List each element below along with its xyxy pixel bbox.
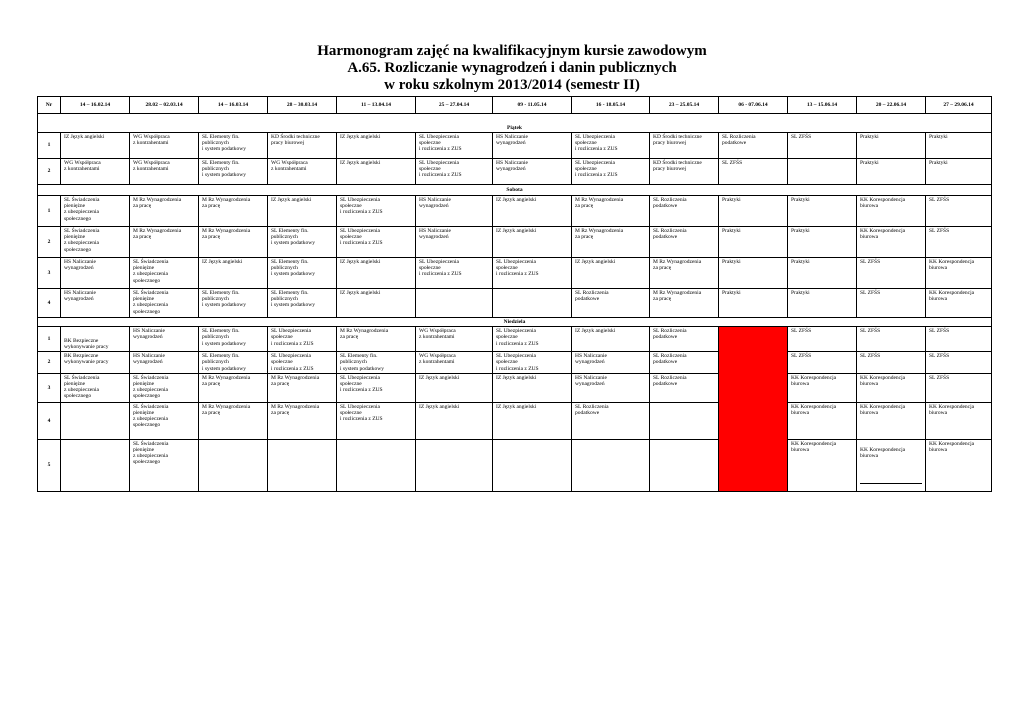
table-cell: M Rz Wynagrodzenia za pracę [130,227,199,258]
table-cell: M Rz Wynagrodzenia za pracę [572,196,650,227]
header-cell: 06 - 07.06.14 [719,97,788,114]
table-cell-with-rule [857,439,926,491]
table-cell: SL Ubezpieczenia społeczne i rozliczenia z ZUS [416,133,493,159]
day-row-friday [38,114,992,133]
table-cell: KD Środki techniczne pracy biurowej [650,159,719,185]
table-row [38,227,992,258]
day-row-saturday [38,185,992,196]
table-row [38,439,992,491]
table-cell: KK Korespondencja biurowa [788,402,857,439]
header-cell: 23 – 25.05.14 [650,97,719,114]
table-cell [416,439,493,491]
table-cell: SL ZFŚS [719,159,788,185]
table-cell [416,289,493,318]
table-cell: SL Ubezpieczenia społeczne i rozliczenia z ZUS [493,327,572,352]
table-cell: HS Naliczanie wynagrodzeń [493,159,572,185]
table-cell: KD Środki techniczne pracy biurowej [650,133,719,159]
table-cell: SL Rozliczenia podatkowe [650,196,719,227]
table-cell: IZ Język angielski [572,258,650,289]
table-row [38,352,992,374]
table-cell: KK Korespondencja biurowa [788,373,857,402]
table-cell: SL ZFŚS [926,327,992,352]
table-cell [650,439,719,491]
row-number: 3 [38,373,61,402]
table-row [38,402,992,439]
table-cell: WG Współpraca z kontrahentami [130,159,199,185]
table-cell: SL Rozliczenia podatkowe [572,402,650,439]
table-cell: Praktyki [788,227,857,258]
cell-divider [860,483,922,484]
table-cell: M Rz Wynagrodzenia za pracę [130,196,199,227]
table-cell: SL Rozliczenia podatkowe [650,227,719,258]
table-cell: SL Ubezpieczenia społeczne i rozliczenia z ZUS [572,133,650,159]
day-row-sunday [38,318,992,327]
table-cell: HS Naliczanie wynagrodzeń [493,133,572,159]
header-cell: 28 – 30.03.14 [268,97,337,114]
table-cell: IZ Język angielski [493,373,572,402]
table-cell: IZ Język angielski [493,402,572,439]
table-cell: Praktyki [719,289,788,318]
table-cell: SL Ubezpieczenia społeczne i rozliczenia z ZUS [416,159,493,185]
table-cell: IZ Język angielski [337,159,416,185]
table-cell: HS Naliczanie wynagrodzeń [572,373,650,402]
table-cell: Praktyki [788,258,857,289]
table-cell: SL Elementy fin. publicznych i system podatkowy [199,159,268,185]
table-cell: IZ Język angielski [493,196,572,227]
table-cell: WG Współpraca z kontrahentami [416,352,493,374]
table-cell: KK Korespondencja biurowa [857,373,926,402]
table-cell: IZ Język angielski [268,196,337,227]
table-cell: M Rz Wynagrodzenia za pracę [650,289,719,318]
table-cell: KK Korespondencja biurowa [857,227,926,258]
table-cell: SL ZFŚS [926,352,992,374]
table-cell: SL ZFŚS [788,352,857,374]
table-cell: Praktyki [719,196,788,227]
table-cell: SL Świadczenia pieniężne z ubezpieczenia społecznego [130,373,199,402]
table-cell: IZ Język angielski [337,133,416,159]
table-cell: SL Rozliczenia podatkowe [572,289,650,318]
header-cell: 25 – 27.04.14 [416,97,493,114]
table-cell: HS Naliczanie wynagrodzeń [572,352,650,374]
day-label-saturday: Sobota [38,185,992,196]
table-cell: IZ Język angielski [337,289,416,318]
table-cell: BK Bezpieczne wykonywanie pracy [61,352,130,374]
table-cell: SL Ubezpieczenia społeczne i rozliczenia z ZUS [268,327,337,352]
table-cell: SL Rozliczenia podatkowe [650,327,719,352]
table-cell: SL Rozliczenia podatkowe [650,352,719,374]
row-number: 4 [38,289,61,318]
header-cell: 09 - 11.05.14 [493,97,572,114]
table-cell: SL Świadczenia pieniężne z ubezpieczenia społecznego [130,289,199,318]
table-cell: SL Świadczenia pieniężne z ubezpieczenia społecznego [130,402,199,439]
header-cell: 11 – 13.04.14 [337,97,416,114]
table-cell: IZ Język angielski [199,258,268,289]
table-cell: Praktyki [719,227,788,258]
table-cell: SL Rozliczenia podatkowe [719,133,788,159]
table-cell [61,439,130,491]
table-cell: SL ZFŚS [857,289,926,318]
day-label-sunday: Niedziela [38,318,992,327]
highlighted-cell [719,327,788,492]
table-cell: M Rz Wynagrodzenia za pracę [268,402,337,439]
table-cell: M Rz Wynagrodzenia za pracę [268,373,337,402]
table-cell: SL Elementy fin. publicznych i system podatkowy [199,352,268,374]
table-cell [337,439,416,491]
page-subtitle-year: w roku szkolnym 2013/2014 (semestr II) [384,77,640,93]
header-cell: 28.02 – 02.03.14 [130,97,199,114]
table-cell: IZ Język angielski [61,133,130,159]
table-cell: BK Bezpieczne wykonywanie pracy [61,327,130,352]
header-cell: 20 – 22.06.14 [857,97,926,114]
table-cell: SL Ubezpieczenia społeczne i rozliczenia z ZUS [493,352,572,374]
table-cell: SL Ubezpieczenia społeczne i rozliczenia z ZUS [268,352,337,374]
header-cell: 13 – 15.06.14 [788,97,857,114]
table-row [38,373,992,402]
table-cell: KK Korespondencja biurowa [926,258,992,289]
table-cell: IZ Język angielski [572,327,650,352]
table-cell: KK Korespondencja biurowa [926,289,992,318]
page-title: Harmonogram zajęć na kwalifikacyjnym kursie zawodowym [317,43,707,59]
table-cell: SL ZFŚS [788,327,857,352]
header-row [38,97,992,114]
table-row [38,258,992,289]
table-cell: WG Współpraca z kontrahentami [61,159,130,185]
table-cell: M Rz Wynagrodzenia za pracę [650,258,719,289]
table-cell: SL Ubezpieczenia społeczne i rozliczenia z ZUS [493,258,572,289]
table-cell [572,439,650,491]
table-cell: HS Naliczanie wynagrodzeń [130,352,199,374]
table-cell [493,289,572,318]
table-cell: SL ZFŚS [788,133,857,159]
table-cell: Praktyki [857,159,926,185]
table-cell: M Rz Wynagrodzenia za pracę [199,402,268,439]
table-cell: KK Korespondencja biurowa [788,439,857,491]
day-label-friday: Piątek [38,114,992,133]
table-cell: KK Korespondencja biurowa [926,439,992,491]
table-cell: HS Naliczanie wynagrodzeń [416,196,493,227]
table-cell: M Rz Wynagrodzenia za pracę [199,227,268,258]
row-number: 2 [38,227,61,258]
row-number: 1 [38,327,61,352]
table-cell: KK Korespondencja biurowa [857,196,926,227]
table-cell: SL Elementy fin. publicznych i system podatkowy [199,289,268,318]
table-cell: SL Ubezpieczenia społeczne i rozliczenia z ZUS [337,227,416,258]
cell-text: KK Korespondencja biurowa [860,447,906,460]
table-cell: Praktyki [926,159,992,185]
header-cell: 16 - 18.05.14 [572,97,650,114]
table-cell: Praktyki [788,289,857,318]
table-cell: SL ZFŚS [926,196,992,227]
table-cell: SL ZFŚS [857,352,926,374]
table-row [38,159,992,185]
table-cell: SL ZFŚS [926,373,992,402]
table-row [38,289,992,318]
table-cell: HS Naliczanie wynagrodzeń [61,258,130,289]
table-cell: SL Elementy fin. publicznych i system podatkowy [199,133,268,159]
table-cell: SL Świadczenia pieniężne z ubezpieczenia społecznego [61,196,130,227]
row-number: 2 [38,159,61,185]
table-cell [61,402,130,439]
table-row [38,327,992,352]
table-cell: SL Ubezpieczenia społeczne i rozliczenia z ZUS [337,373,416,402]
table-cell: Praktyki [926,133,992,159]
table-cell: WG Współpraca z kontrahentami [416,327,493,352]
table-cell [788,159,857,185]
table-cell: KD Środki techniczne pracy biurowej [268,133,337,159]
table-cell [268,439,337,491]
table-cell: SL Elementy fin. publicznych i system podatkowy [268,227,337,258]
row-number: 1 [38,196,61,227]
table-cell [199,439,268,491]
table-cell: SL Ubezpieczenia społeczne i rozliczenia z ZUS [337,196,416,227]
table-cell: SL ZFŚS [926,227,992,258]
table-cell: M Rz Wynagrodzenia za pracę [199,196,268,227]
header-cell: 14 – 16.02.14 [61,97,130,114]
table-cell: KK Korespondencja biurowa [857,402,926,439]
table-cell: WG Współpraca z kontrahentami [130,133,199,159]
table-row [38,133,992,159]
table-cell: HS Naliczanie wynagrodzeń [61,289,130,318]
table-cell: SL Elementy fin. publicznych i system podatkowy [268,289,337,318]
table-cell [493,439,572,491]
table-cell: M Rz Wynagrodzenia za pracę [337,327,416,352]
row-number: 3 [38,258,61,289]
table-cell: WG Współpraca z kontrahentami [268,159,337,185]
schedule-table [37,96,992,492]
table-cell: SL Elementy fin. publicznych i system podatkowy [337,352,416,374]
table-cell: SL Ubezpieczenia społeczne i rozliczenia z ZUS [572,159,650,185]
row-number: 2 [38,352,61,374]
header-cell: 27 – 29.06.14 [926,97,992,114]
row-number: 4 [38,402,61,439]
table-cell [650,402,719,439]
table-cell: SL Świadczenia pieniężne z ubezpieczenia społecznego [130,439,199,491]
table-cell: HS Naliczanie wynagrodzeń [416,227,493,258]
row-number: 5 [38,439,61,491]
header-cell: Nr [38,97,61,114]
table-cell: KK Korespondencja biurowa [926,402,992,439]
page-subtitle: A.65. Rozliczanie wynagrodzeń i danin publicznych [347,60,677,76]
table-cell: SL Rozliczenia podatkowe [650,373,719,402]
table-cell: SL Świadczenia pieniężne z ubezpieczenia społecznego [61,227,130,258]
table-cell: SL ZFŚS [857,327,926,352]
table-cell: SL ZFŚS [857,258,926,289]
table-cell: M Rz Wynagrodzenia za pracę [572,227,650,258]
table-cell: IZ Język angielski [416,402,493,439]
table-cell: SL Świadczenia pieniężne z ubezpieczenia społecznego [130,258,199,289]
table-cell: IZ Język angielski [493,227,572,258]
table-row [38,196,992,227]
table-cell: SL Elementy fin. publicznych i system podatkowy [268,258,337,289]
table-cell: SL Świadczenia pieniężne z ubezpieczenia społecznego [61,373,130,402]
row-number: 1 [38,133,61,159]
table-cell: M Rz Wynagrodzenia za pracę [199,373,268,402]
table-cell: HS Naliczanie wynagrodzeń [130,327,199,352]
table-cell: Praktyki [788,196,857,227]
table-cell: IZ Język angielski [337,258,416,289]
table-cell: SL Ubezpieczenia społeczne i rozliczenia z ZUS [416,258,493,289]
table-cell: Praktyki [857,133,926,159]
header-cell: 14 – 16.03.14 [199,97,268,114]
table-cell: SL Ubezpieczenia społeczne i rozliczenia z ZUS [337,402,416,439]
table-cell: SL Elementy fin. publicznych i system podatkowy [199,327,268,352]
table-cell: Praktyki [719,258,788,289]
table-cell: IZ Język angielski [416,373,493,402]
